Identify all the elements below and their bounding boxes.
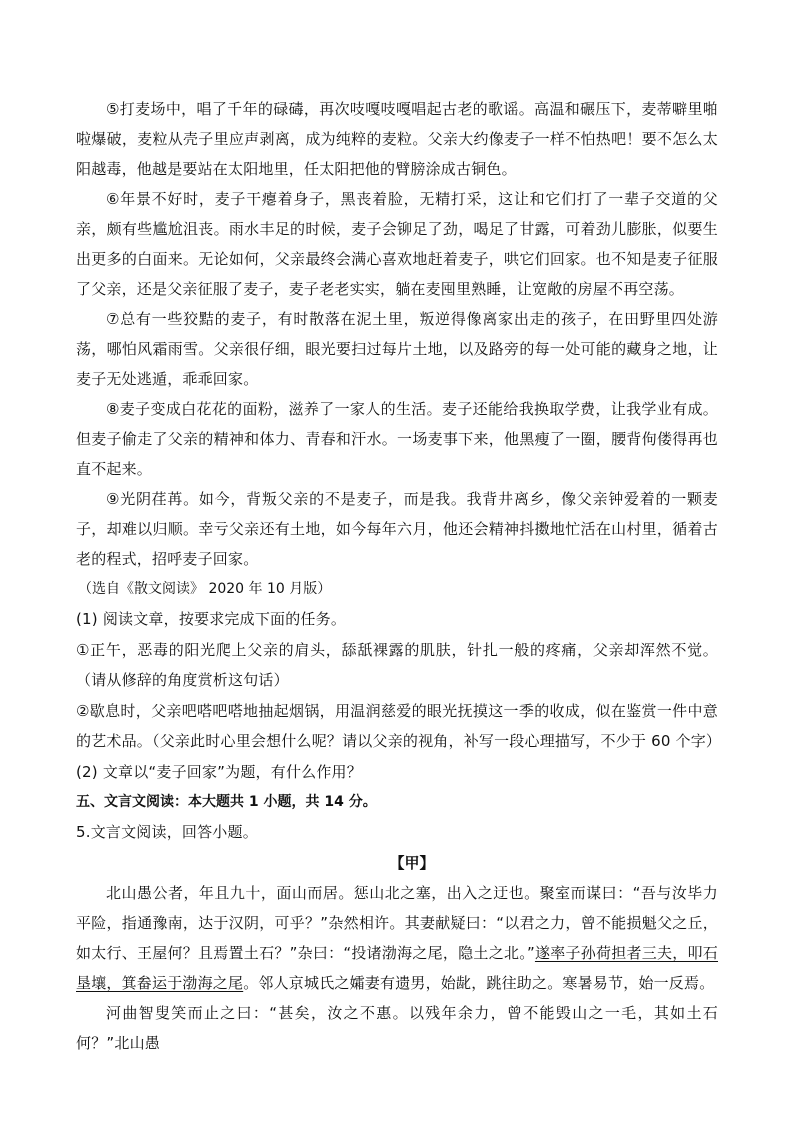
article-paragraph-7: ⑦总有一些狡黠的麦子，有时散落在泥土里，叛逆得像离家出走的孩子，在田野里四处游荡，哪怕风霜雨雪。父亲很仔细，眼光要扫过每片土地，以及路旁的每一处可能的藏身之地，让麦子无处逃遁，乖乖回家。 [76, 310, 718, 388]
passage-jia-title: 【甲】 [389, 853, 435, 872]
underlined-sentence: 遂率子孙荷担者三夫，叩石垦壤，箕畚运于渤海之尾 [76, 943, 719, 992]
article-paragraph-6: ⑥年景不好时，麦子干瘪着身子，黑丧着脸，无精打采，这让和它们打了一辈子交道的父亲，颇有些尴尬沮丧。雨水丰足的时候，麦子会铆足了劲，喝足了甘露，可着劲儿膨胀，似要生出更多的白面来。无论如何，父亲最终会满心喜欢地赶着麦子，哄它们回家。也不知是麦子征服了父亲，还是父亲征服了麦子，麦子老老实实，躺在麦囤里熟睡，让宽敞的房屋不再空荡。 [76, 190, 718, 298]
question-1-part-a: ①正午，恶毒的阳光爬上父亲的肩头，舔舐裸露的肌肤，针扎一般的疼痛，父亲却浑然不觉。（请从修辞的角度赏析这句话） [76, 640, 718, 689]
article-source: （选自《散文阅读》 2020 年 10 月版） [78, 581, 332, 597]
question-1: (1) 阅读文章，按要求完成下面的任务。 [76, 610, 347, 628]
article-paragraph-9: ⑨光阴荏苒。如今，背叛父亲的不是麦子，而是我。我背井离乡，像父亲钟爱着的一颗麦子，却难以归顺。幸亏父亲还有土地，如今每年六月，他还会精神抖擞地忙活在山村里，循着古老的程式，招呼麦子回家。 [76, 490, 718, 568]
document-page [76, 94, 722, 1058]
question-1-part-b: ②歇息时，父亲吧嗒吧嗒地抽起烟锅，用温润慈爱的眼光抚摸这一季的收成，似在鉴赏一件中意的艺术品。（父亲此时心里会想什么呢？请以父亲的视角，补写一段心理描写，不少于 60 个字） [76, 701, 722, 750]
classical-paragraph-2: 河曲智叟笑而止之曰：“甚矣，汝之不惠。以残年余力，曾不能毁山之一毛，其如土石何？”北山愚 [76, 1003, 718, 1052]
article-paragraph-8: ⑧麦子变成白花花的面粉，滋养了一家人的生活。麦子还能给我换取学费，让我学业有成。但麦子偷走了父亲的精神和体力、青春和汗水。一场麦事下来，他黑瘦了一圈，腰背佝偻得再也直不起来。 [76, 400, 718, 478]
article-paragraph-5: ⑤打麦场中，唱了千年的碌碡，再次吱嘎吱嘎唱起古老的歌谣。高温和碾压下，麦蒂噼里啪啦爆破，麦粒从壳子里应声剥离，成为纯粹的麦粒。父亲大约像麦子一样不怕热吧！要不怎么太阳越毒，他越是要站在太阳地里，任太阳把他的臂膀涂成古铜色。 [76, 100, 718, 178]
section-five-question: 5.文言文阅读，回答小题。 [76, 823, 258, 841]
classical-paragraph-1 [76, 878, 718, 998]
question-2: (2) 文章以“麦子回家”为题，有什么作用？ [76, 762, 362, 781]
classical-text-after: 。邻人京城氏之孀妻有遗男，始龀，跳往助之。寒暑易节，始一反焉。 [243, 973, 715, 992]
classical-text-before: 北山愚公者，年且九十，面山而居。惩山北之塞，出入之迂也。聚室而谋曰：“吾与汝毕力平险，指通豫南，达于汉阴，可乎？”杂然相许。其妻献疑曰：“以君之力，曾不能损魁父之丘，如太行、王屋何？且焉置土石？”杂曰：“投诸渤海之尾，隐土之北。” [76, 883, 718, 962]
section-five-heading: 五、文言文阅读：本大题共 1 小题，共 14 分。 [76, 794, 377, 810]
